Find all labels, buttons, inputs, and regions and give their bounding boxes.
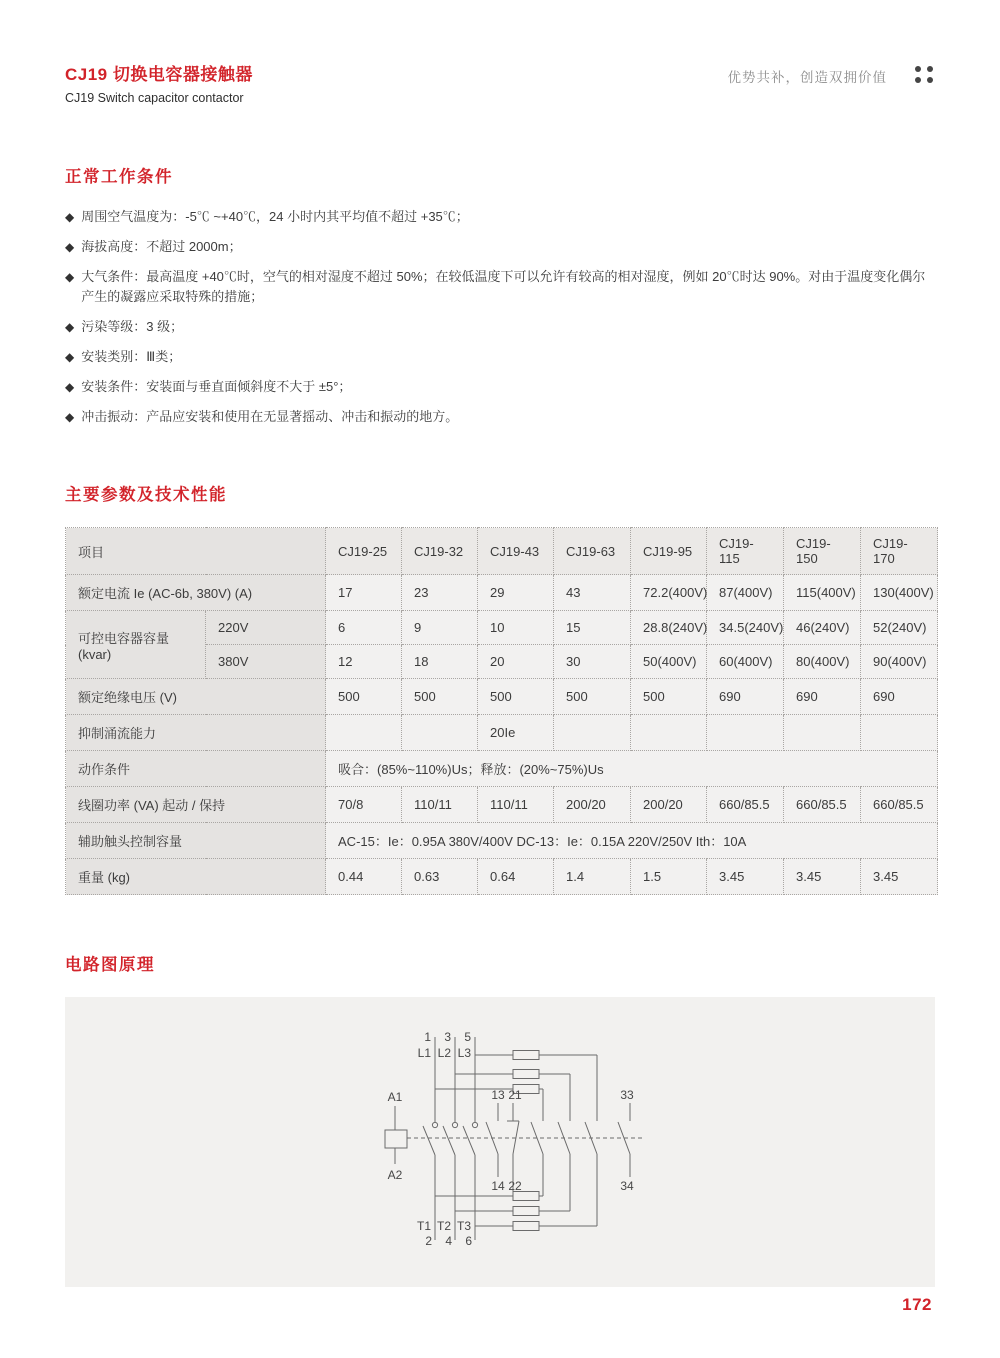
table-cell: 0.63 [402,859,478,895]
row-label: 辅助触头控制容量 [66,823,326,859]
table-cell: 110/11 [402,787,478,823]
condition-item [65,407,935,428]
section-heading-specs: 主要参数及技术性能 [65,486,227,505]
table-cell [707,715,784,751]
label-T1: T1 [416,1219,431,1234]
table-cell: 115(400V) [784,575,861,611]
table-cell: 500 [631,679,707,715]
condition-text: 安装条件：安装面与垂直面倾斜度不大于 ±5°； [81,378,352,394]
aux-no-contact-33-34 [618,1103,630,1177]
table-cell: 660/85.5 [861,787,938,823]
table-cell: 29 [478,575,554,611]
table-cell: 10 [478,611,554,645]
table-cell: 0.64 [478,859,554,895]
table-cell: 690 [707,679,784,715]
column-header-model: CJ19-32 [402,528,478,575]
table-cell: 500 [402,679,478,715]
section-heading-circuit: 电路图原理 [65,956,155,975]
label-T2: T2 [436,1219,451,1234]
table-cell: 80(400V) [784,645,861,679]
contact-terminal [452,1123,457,1128]
table-cell: 28.8(240V) [631,611,707,645]
table-cell: 50(400V) [631,645,707,679]
table-row [66,679,938,715]
table-cell [326,715,402,751]
table-cell: 60(400V) [707,645,784,679]
table-row [66,575,938,611]
condition-text: 大气条件：最高温度 +40℃时，空气的相对湿度不超过 50%；在较低温度下可以允许有较高的相对湿度，例如 20℃时达 90%。对由于温度变化偶尔产生的凝露应采取特殊的措施； [81,268,926,305]
condition-item [65,207,935,228]
diamond-bullet-icon: ◆ [65,239,75,254]
dot [927,77,933,83]
table-cell: 20 [478,645,554,679]
label-A2: A2 [387,1168,403,1183]
table-cell: 200/20 [631,787,707,823]
four-dots-icon [915,66,935,84]
row-label: 额定绝缘电压 (V) [66,679,326,715]
spec-table [65,527,938,895]
table-cell: 12 [326,645,402,679]
condition-item [65,377,935,398]
resistor [513,1070,539,1079]
contact-terminal [432,1123,437,1128]
label-22: 22 [508,1179,522,1194]
condition-text: 海拔高度：不超过 2000m； [81,238,242,254]
table-row [66,823,938,859]
condition-item [65,317,935,338]
label-21: 21 [508,1088,522,1103]
page-header [65,0,935,105]
condition-item [65,347,935,368]
table-cell: 690 [784,679,861,715]
coil-box [385,1130,407,1148]
table-cell: 70/8 [326,787,402,823]
table-cell: 46(240V) [784,611,861,645]
column-header-model: CJ19-95 [631,528,707,575]
row-label: 动作条件 [66,751,326,787]
column-header-model: CJ19-170 [861,528,938,575]
label-pole-4: 4 [445,1234,452,1249]
main-contact-blades [423,1126,475,1155]
table-cell: 30 [554,645,631,679]
table-cell: 87(400V) [707,575,784,611]
table-cell: 23 [402,575,478,611]
row-label: 可控电容器容量 (kvar) [66,611,206,679]
table-cell: 500 [326,679,402,715]
span-cell: 吸合：(85%~110%)Us；释放：(20%~75%)Us [326,751,938,787]
table-cell: 1.4 [554,859,631,895]
aux-no-contact-13-14 [486,1103,498,1177]
diamond-bullet-icon: ◆ [65,320,75,335]
table-cell [784,715,861,751]
table-cell: 6 [326,611,402,645]
table-header-row [66,528,938,575]
table-cell: 110/11 [478,787,554,823]
circuit-panel [65,997,935,1287]
condition-item [65,267,935,309]
column-header-model: CJ19-25 [326,528,402,575]
row-label: 额定电流 Ie (AC-6b, 380V) (A) [66,575,326,611]
resistor [513,1051,539,1060]
table-cell [631,715,707,751]
column-header-model: CJ19-63 [554,528,631,575]
table-cell: 1.5 [631,859,707,895]
condition-text: 污染等级：3 级； [81,319,184,335]
page-subtitle: CJ19 Switch capacitor contactor [65,91,244,105]
dot [915,77,921,83]
conditions-bullet-list [65,207,935,427]
table-cell: 72.2(400V) [631,575,707,611]
table-cell: 43 [554,575,631,611]
label-T3: T3 [456,1219,471,1234]
table-row [66,611,938,645]
column-header-model: CJ19-43 [478,528,554,575]
label-pole-3: 3 [444,1030,451,1045]
table-row [66,751,938,787]
resistor [513,1222,539,1231]
table-cell: 90(400V) [861,645,938,679]
column-header-model: CJ19-115 [707,528,784,575]
condition-text: 安装类别：Ⅲ类； [81,348,182,364]
table-cell: 34.5(240V) [707,611,784,645]
page-number: 172 [902,1295,932,1314]
section-specs [65,481,935,895]
label-14: 14 [491,1179,505,1194]
diamond-bullet-icon: ◆ [65,379,75,394]
span-cell: AC-15：Ie：0.95A 380V/400V DC-13：Ie：0.15A 220V/250V Ith：10A [326,823,938,859]
label-pole-5: 5 [464,1030,471,1045]
table-cell: 3.45 [707,859,784,895]
circuit-diagram [65,997,935,1287]
row-sublabel: 380V [206,645,326,679]
label-L3: L3 [457,1046,471,1061]
label-13: 13 [491,1088,505,1103]
label-34: 34 [620,1179,634,1194]
table-cell: 690 [861,679,938,715]
table-cell: 3.45 [784,859,861,895]
table-cell: 18 [402,645,478,679]
label-L1: L1 [417,1046,431,1061]
condition-text: 冲击振动：产品应安装和使用在无显著摇动、冲击和振动的地方。 [81,408,459,424]
contact-terminal [472,1123,477,1128]
condition-item [65,237,935,258]
label-pole-6: 6 [465,1234,472,1249]
row-label: 线圈功率 (VA) 起动 / 保持 [66,787,326,823]
table-cell [402,715,478,751]
condition-text: 周围空气温度为：-5℃ ~+40℃，24 小时内其平均值不超过 +35℃； [81,209,469,224]
label-L2: L2 [437,1046,451,1061]
label-pole-2: 2 [425,1234,432,1249]
table-cell: 660/85.5 [784,787,861,823]
dot [915,66,921,72]
page-title: CJ19 切换电容器接触器 [65,65,253,84]
column-header-model: CJ19-150 [784,528,861,575]
row-sublabel: 220V [206,611,326,645]
diamond-bullet-icon: ◆ [65,409,75,424]
row-label: 重量 (kg) [66,859,326,895]
label-pole-1: 1 [424,1030,431,1045]
table-cell: 3.45 [861,859,938,895]
table-row [66,715,938,751]
header-tagline: 优势共补，创造双拥价值 [727,70,887,85]
table-row [66,859,938,895]
table-cell: 52(240V) [861,611,938,645]
section-working-conditions [65,163,935,427]
table-cell: 20Ie [478,715,554,751]
table-cell: 200/20 [554,787,631,823]
table-cell [861,715,938,751]
table-cell: 9 [402,611,478,645]
label-33: 33 [620,1088,634,1103]
dot [927,66,933,72]
table-row [66,787,938,823]
diamond-bullet-icon: ◆ [65,349,75,364]
table-cell: 0.44 [326,859,402,895]
table-cell: 130(400V) [861,575,938,611]
column-header: 项目 [66,528,326,575]
resistor [513,1207,539,1216]
row-label: 抑制涌流能力 [66,715,326,751]
label-A1: A1 [387,1090,403,1105]
table-cell: 500 [478,679,554,715]
section-heading-conditions: 正常工作条件 [65,168,173,186]
section-circuit [65,951,935,1287]
diamond-bullet-icon: ◆ [65,210,75,224]
table-cell: 15 [554,611,631,645]
table-cell: 17 [326,575,402,611]
table-cell: 500 [554,679,631,715]
diamond-bullet-icon: ◆ [65,269,75,284]
table-cell: 660/85.5 [707,787,784,823]
table-cell [554,715,631,751]
